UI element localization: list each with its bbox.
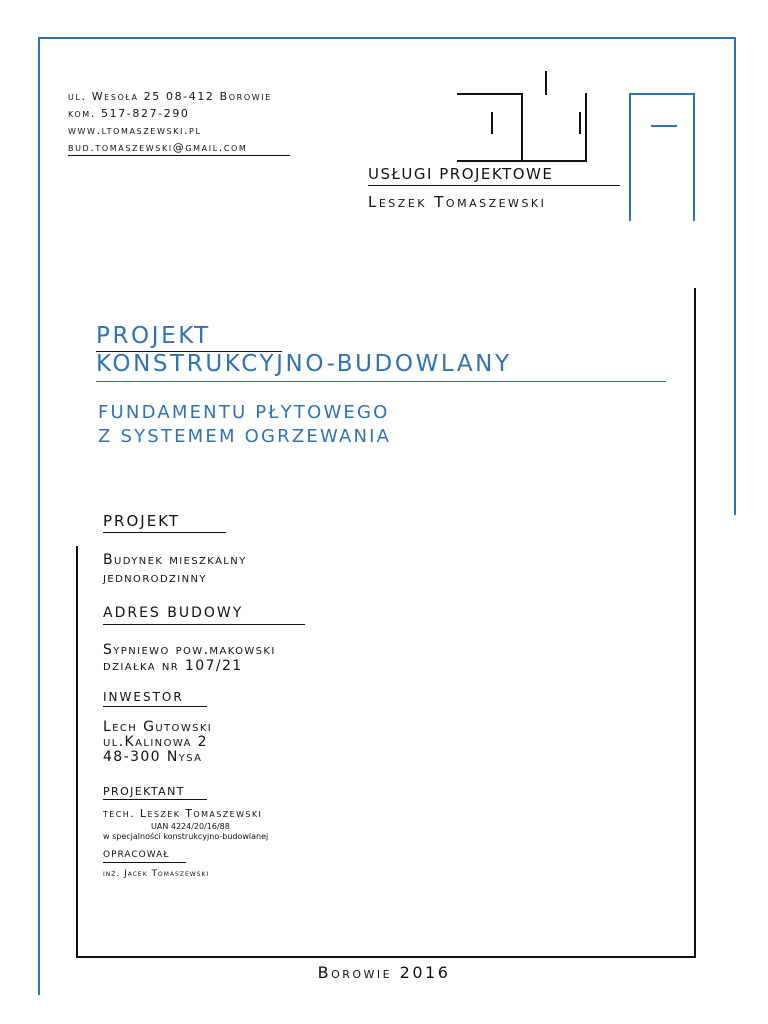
- investor-heading-underline: [103, 706, 207, 707]
- right-black-line: [694, 288, 696, 958]
- contact-underline: [68, 155, 290, 156]
- project-heading-underline: [103, 532, 226, 533]
- designer-license: UAN 4224/20/16/88: [151, 822, 230, 831]
- address-heading-underline: [103, 624, 305, 625]
- logo-company: USŁUGI PROJEKTOWE: [368, 165, 554, 183]
- logo-underline: [368, 185, 620, 186]
- frame-top-line: [38, 37, 736, 39]
- designer-heading: PROJEKTANT: [103, 785, 185, 798]
- prepared-name: inż. Jacek Tomaszewski: [103, 869, 210, 879]
- address-line2: działka nr 107/21: [103, 658, 243, 674]
- investor-line1: Lech Gutowski: [103, 719, 213, 735]
- frame-right-line: [734, 37, 736, 515]
- title-line2: KONSTRUKCYJNO-BUDOWLANY: [96, 351, 512, 377]
- contact-email[interactable]: bud.tomaszewski@gmail.com: [68, 141, 248, 154]
- project-line2: jednorodzinny: [103, 570, 207, 586]
- address-line1: Sypniewo pow.makowski: [103, 642, 276, 658]
- investor-line3: 48-300 Nysa: [103, 749, 203, 765]
- designer-heading-underline: [103, 799, 207, 800]
- investor-line2: ul.Kalinowa 2: [103, 734, 208, 750]
- left-black-line: [76, 546, 78, 958]
- project-line1: Budynek mieszkalny: [103, 552, 247, 568]
- contact-block: [68, 88, 272, 156]
- project-heading: PROJEKT: [103, 512, 181, 530]
- frame-left-line: [38, 37, 40, 995]
- subtitle-line2: Z SYSTEMEM OGRZEWANIA: [98, 426, 392, 447]
- footer-place-date: Borowie 2016: [317, 963, 451, 982]
- title-underline: [96, 381, 666, 382]
- logo-owner: Leszek Tomaszewski: [368, 193, 547, 211]
- bottom-black-line: [76, 956, 696, 958]
- prepared-heading: OPRACOWAŁ: [103, 850, 170, 860]
- address-heading: ADRES BUDOWY: [103, 605, 244, 621]
- contact-address: ul. Wesoła 25 08-412 Borowie: [68, 90, 272, 103]
- contact-website[interactable]: www.ltomaszewski.pl: [68, 124, 202, 137]
- designer-name: tech. Leszek Tomaszewski: [103, 807, 263, 820]
- title-line1: PROJEKT: [96, 323, 211, 349]
- investor-heading: INWESTOR: [103, 690, 184, 704]
- contact-phone: kom. 517-827-290: [68, 107, 190, 120]
- prepared-heading-underline: [103, 862, 186, 863]
- subtitle-line1: FUNDAMENTU PŁYTOWEGO: [98, 402, 390, 423]
- designer-specialty: w specjalności konstrukcyjno-budowlanej: [103, 832, 269, 841]
